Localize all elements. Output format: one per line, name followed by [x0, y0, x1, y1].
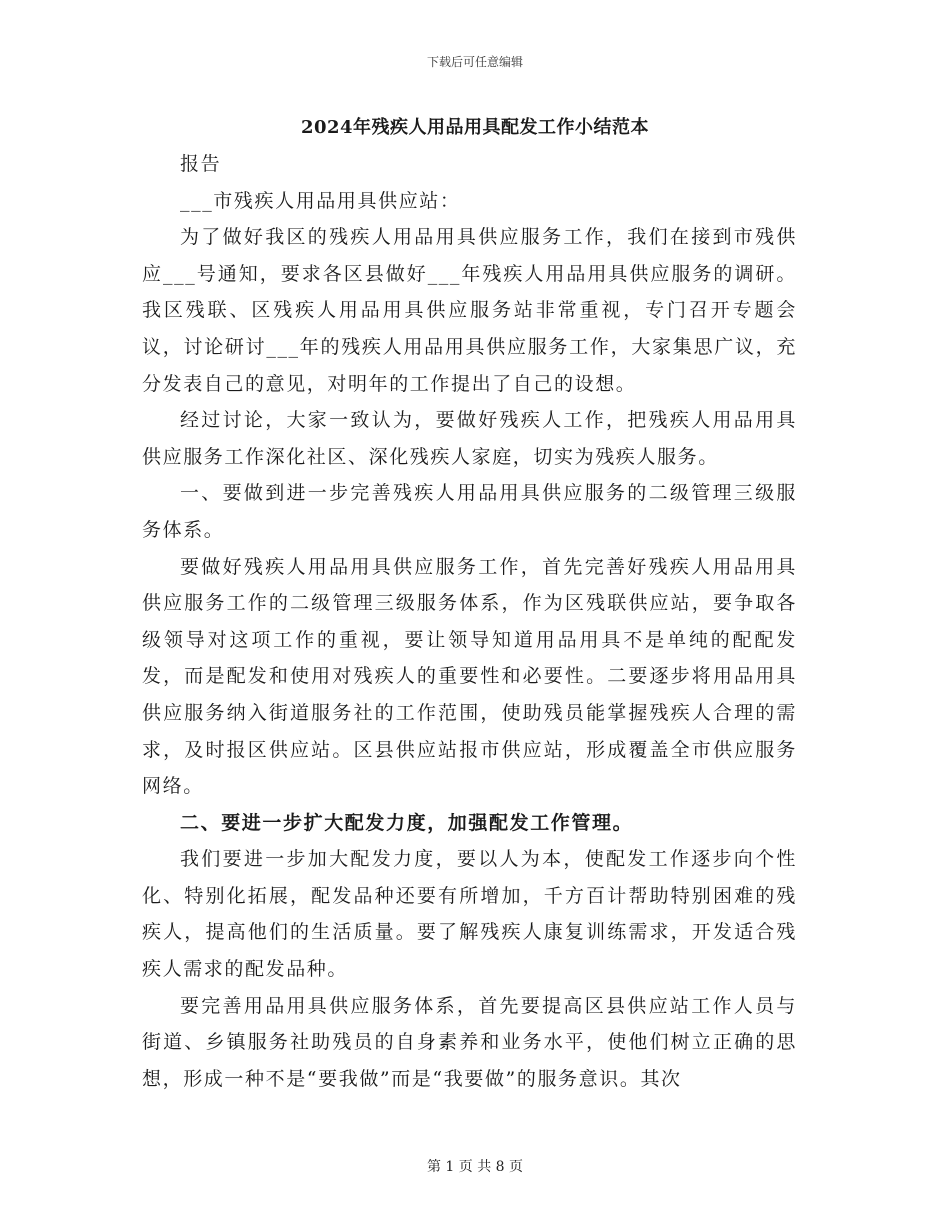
document-title: 2024年残疾人用品用具配发工作小结范本 — [300, 117, 650, 138]
section-heading: 二、要进一步扩大配发力度，加强配发工作管理。 — [180, 811, 634, 834]
section-heading: 一、要做到进一步完善残疾人用品用具供应服务的二级管理三级服务体系。 — [142, 482, 797, 541]
page-number-footer: 第 1 页 共 8 页 — [426, 1159, 524, 1175]
paragraph: 我们要进一步加大配发力度，要以人为本，使配发工作逐步向个性化、特别化拓展，配发品种还要有所增加，千方百计帮助特别困难的残疾人，提高他们的生活质量。要了解残疾人康复训练需求，开发适合残疾人需求的配发品种。 — [142, 848, 797, 981]
paragraph: 要完善用品用具供应服务体系，首先要提高区县供应站工作人员与街道、乡镇服务社助残员的自身素养和业务水平，使他们树立正确的思想，形成一种不是“要我做”而是“我要做”的服务意识。其次 — [142, 994, 797, 1090]
paragraph: 要做好残疾人用品用具供应服务工作，首先完善好残疾人用品用具供应服务工作的二级管理三级服务体系，作为区残联供应站，要争取各级领导对这项工作的重视，要让领导知道用品用具不是单纯的配配发发，而是配发和使用对残疾人的重要性和必要性。二要逐步将用品用具供应服务纳入街道服务社的工作范围，使助残员能掌握残疾人合理的需求，及时报区供应站。区县供应站报市供应站，形成覆盖全市供应服务网络。 — [142, 555, 797, 798]
paragraph: 为了做好我区的残疾人用品用具供应服务工作，我们在接到市残供应___号通知，要求各区县做好___年残疾人用品用具供应服务的调研。我区残联、区残疾人用品用具供应服务站非常重视，专门召开专题会议，讨论研讨___年的残疾人用品用具供应服务工作，大家集思广议，充分发表自己的意见，对明年的工作提出了自己的设想。 — [142, 226, 797, 395]
document-body — [142, 146, 797, 1097]
paragraph: 报告 — [180, 153, 222, 175]
paragraph: 经过讨论，大家一致认为，要做好残疾人工作，把残疾人用品用具供应服务工作深化社区、深化残疾人家庭，切实为残疾人服务。 — [142, 409, 797, 468]
paragraph: ___市残疾人用品用具供应站： — [180, 189, 461, 212]
header-note: 下载后可任意编辑 — [426, 55, 523, 69]
